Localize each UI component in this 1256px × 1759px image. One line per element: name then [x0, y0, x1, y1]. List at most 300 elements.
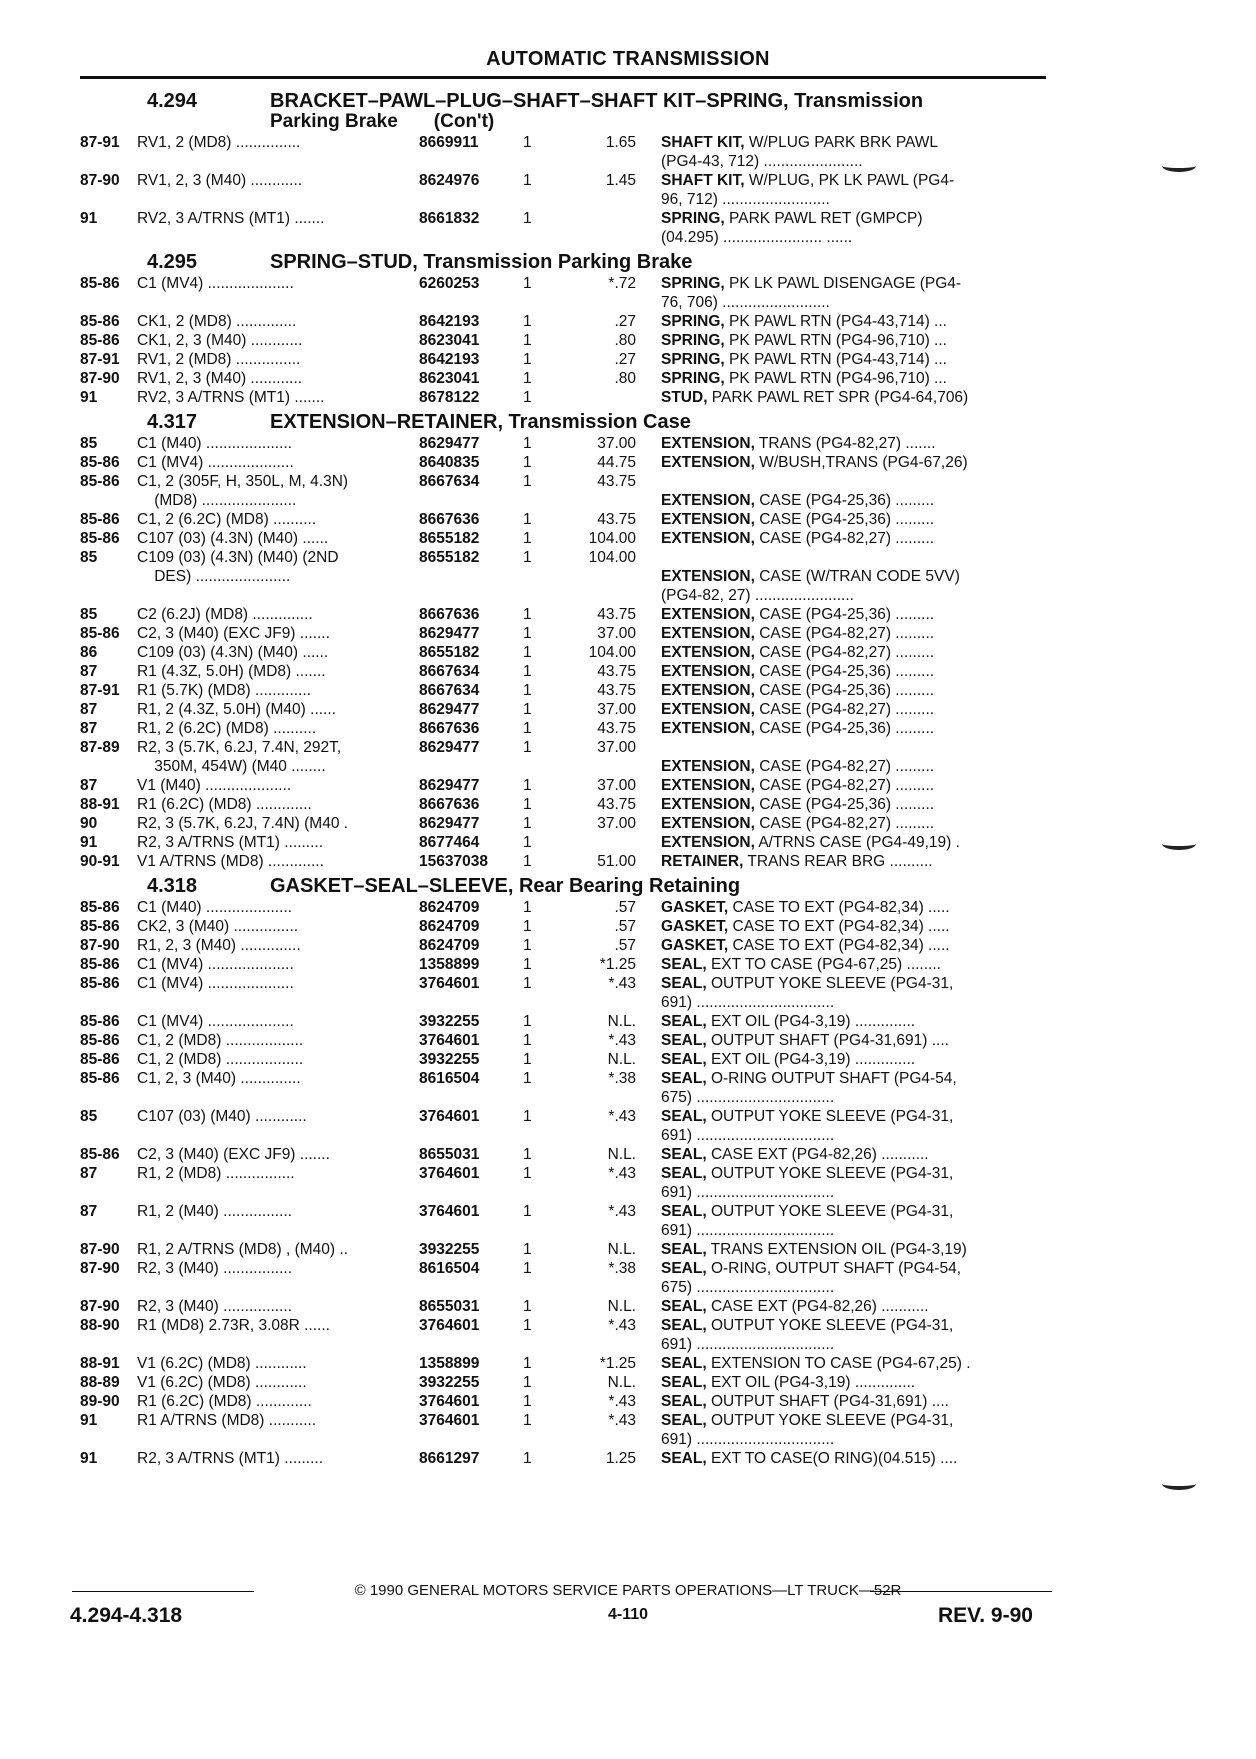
price: *.43 — [608, 1317, 636, 1334]
description-keyword: RETAINER, — [661, 853, 744, 870]
quantity: 1 — [523, 172, 532, 189]
model-years: 85 — [80, 606, 98, 623]
price: *.72 — [608, 275, 636, 292]
part-row — [80, 388, 1046, 407]
description — [661, 795, 1046, 814]
model-years: 91 — [80, 1450, 98, 1467]
application: R2, 3 A/TRNS (MT1) ......... — [137, 834, 324, 851]
quantity: 1 — [523, 313, 532, 330]
quantity: 1 — [523, 1032, 532, 1049]
part-row — [80, 738, 1046, 776]
part-number: 3932255 — [419, 1051, 480, 1068]
revision: REV. 9-90 — [938, 1604, 1033, 1627]
quantity: 1 — [523, 332, 532, 349]
part-number: 3764601 — [419, 1412, 480, 1429]
section-title: GASKET–SEAL–SLEEVE, Rear Bearing Retaining — [270, 875, 741, 897]
quantity: 1 — [523, 1203, 532, 1220]
price: N.L. — [607, 1298, 636, 1315]
part-number: 3764601 — [419, 975, 480, 992]
price: *.43 — [608, 1165, 636, 1182]
description-keyword: EXTENSION, — [661, 644, 755, 661]
description — [661, 350, 1046, 369]
quantity: 1 — [523, 351, 532, 368]
application: R2, 3 (5.7K, 6.2J, 7.4N) (M40 . — [137, 815, 349, 832]
part-number: 8623041 — [419, 332, 480, 349]
price: .27 — [614, 351, 636, 368]
description-keyword: SEAL, — [661, 1165, 707, 1182]
parts-section — [80, 411, 1046, 871]
parts-section — [80, 875, 1046, 1468]
part-number: 15637038 — [419, 853, 488, 870]
price: 104.00 — [588, 530, 636, 547]
title-rule — [80, 76, 1046, 79]
description-text: CASE TO EXT (PG4-82,34) ..... — [728, 937, 950, 954]
model-years: 87-90 — [80, 370, 120, 387]
model-years: 87-91 — [80, 351, 120, 368]
price: 104.00 — [588, 549, 636, 566]
part-row — [80, 1449, 1046, 1468]
description-text: CASE EXT (PG4-82,26) ........... — [706, 1146, 929, 1163]
part-row — [80, 974, 1046, 1012]
part-row — [80, 274, 1046, 312]
application: C1, 2 (6.2C) (MD8) .......... — [137, 511, 317, 528]
description-keyword: EXTENSION, — [661, 777, 755, 794]
part-number: 8629477 — [419, 625, 480, 642]
description-text: EXT OIL (PG4-3,19) .............. — [706, 1051, 916, 1068]
part-row — [80, 1411, 1046, 1449]
model-years: 90-91 — [80, 853, 120, 870]
description-keyword: SEAL, — [661, 1412, 707, 1429]
description-text: OUTPUT SHAFT (PG4-31,691) .... — [706, 1032, 949, 1049]
part-number: 8669911 — [419, 134, 479, 151]
part-number: 8629477 — [419, 435, 480, 452]
part-number: 8667634 — [419, 663, 480, 680]
description-keyword: STUD, — [661, 389, 708, 406]
quantity: 1 — [523, 625, 532, 642]
part-row — [80, 898, 1046, 917]
binder-mark — [1162, 160, 1196, 170]
model-years: 90 — [80, 815, 98, 832]
price: *.38 — [608, 1260, 636, 1277]
part-number: 8655182 — [419, 549, 480, 566]
model-years: 85 — [80, 1108, 98, 1125]
description-text: CASE EXT (PG4-82,26) ........... — [706, 1298, 929, 1315]
description — [661, 1354, 1046, 1373]
model-years: 88-91 — [80, 1355, 120, 1372]
description — [661, 1145, 1046, 1164]
part-row — [80, 350, 1046, 369]
section-number: 4.294 — [147, 90, 198, 112]
section-range: 4.294-4.318 — [70, 1604, 183, 1627]
model-years: 87-89 — [80, 739, 120, 756]
description-text: EXTENSION TO CASE (PG4-67,25) . — [706, 1355, 971, 1372]
quantity: 1 — [523, 389, 532, 406]
description-text: PK PAWL RTN (PG4-43,714) ... — [724, 313, 947, 330]
section-subtitle: Parking Brake — [270, 111, 398, 132]
part-number: 8667636 — [419, 606, 480, 623]
part-number: 8624709 — [419, 937, 480, 954]
application: V1 (6.2C) (MD8) ............ — [137, 1374, 307, 1391]
quantity: 1 — [523, 1298, 532, 1315]
description — [661, 898, 1046, 917]
description-text: W/PLUG, PK LK PAWL (PG4- 96, 712) ......................... — [661, 172, 955, 208]
description — [661, 529, 1046, 548]
part-row — [80, 510, 1046, 529]
part-row — [80, 1069, 1046, 1107]
description-text: CASE (PG4-25,36) ......... — [754, 682, 935, 699]
price: 1.25 — [605, 1450, 636, 1467]
description-text: PK PAWL RTN (PG4-96,710) ... — [724, 332, 947, 349]
part-row — [80, 133, 1046, 171]
application: R1 (6.2C) (MD8) ............. — [137, 1393, 312, 1410]
application: R1, 2 A/TRNS (MD8) , (M40) .. — [137, 1241, 349, 1258]
application: R1, 2 (M40) ................ — [137, 1203, 293, 1220]
description-keyword: SEAL, — [661, 1260, 707, 1277]
part-row — [80, 1316, 1046, 1354]
description-text: O-RING OUTPUT SHAFT (PG4-54, 675) ................................ — [661, 1070, 957, 1106]
description-text: W/BUSH,TRANS (PG4-67,26) — [754, 454, 968, 471]
application: V1 A/TRNS (MD8) ............. — [137, 853, 324, 870]
description — [661, 1012, 1046, 1031]
description-keyword: GASKET, — [661, 937, 729, 954]
description — [661, 171, 1046, 209]
description-keyword: SEAL, — [661, 1146, 707, 1163]
price: 51.00 — [597, 853, 636, 870]
price: *1.25 — [599, 956, 636, 973]
part-row — [80, 209, 1046, 247]
description-keyword: EXTENSION, — [661, 834, 755, 851]
part-row — [80, 369, 1046, 388]
price: 104.00 — [588, 644, 636, 661]
price: 43.75 — [597, 606, 636, 623]
section-title: BRACKET–PAWL–PLUG–SHAFT–SHAFT KIT–SPRING, Transmission — [270, 90, 924, 112]
quantity: 1 — [523, 1412, 532, 1429]
price: 43.75 — [597, 682, 636, 699]
description — [661, 662, 1046, 681]
description-keyword: SEAL, — [661, 1374, 707, 1391]
description — [661, 434, 1046, 453]
price: 43.75 — [597, 473, 636, 490]
price: 44.75 — [597, 454, 636, 471]
application: C1 (M40) .................... — [137, 899, 293, 916]
description-keyword: SEAL, — [661, 1317, 707, 1334]
application: RV1, 2 (MD8) ............... — [137, 134, 301, 151]
quantity: 1 — [523, 1108, 532, 1125]
part-row — [80, 917, 1046, 936]
quantity: 1 — [523, 1013, 532, 1030]
description-keyword: EXTENSION, — [661, 663, 755, 680]
application: C2, 3 (M40) (EXC JF9) ....... — [137, 625, 330, 642]
description — [661, 331, 1046, 350]
part-row — [80, 331, 1046, 350]
parts-section — [80, 251, 1046, 407]
description — [661, 274, 1046, 312]
quantity: 1 — [523, 511, 532, 528]
quantity: 1 — [523, 435, 532, 452]
description-text: CASE TO EXT (PG4-82,34) ..... — [728, 899, 950, 916]
model-years: 87 — [80, 663, 98, 680]
model-years: 87-90 — [80, 1298, 120, 1315]
price: *.43 — [608, 1108, 636, 1125]
application: R1 (MD8) 2.73R, 3.08R ...... — [137, 1317, 330, 1334]
part-row — [80, 814, 1046, 833]
description-text: EXT TO CASE(O RING)(04.515) .... — [706, 1450, 958, 1467]
part-row — [80, 852, 1046, 871]
part-number: 8616504 — [419, 1260, 480, 1277]
application: C2 (6.2J) (MD8) .............. — [137, 606, 313, 623]
price: 37.00 — [597, 625, 636, 642]
parts-listing — [80, 86, 1046, 1468]
description-keyword: SHAFT KIT, — [661, 134, 745, 151]
description-keyword: SEAL, — [661, 1241, 707, 1258]
application: R2, 3 (5.7K, 6.2J, 7.4N, 292T, 350M, 454W) (M40 ........ — [137, 739, 342, 775]
application: R1 (5.7K) (MD8) ............. — [137, 682, 311, 699]
binder-mark — [1162, 838, 1196, 848]
description — [661, 776, 1046, 795]
price: *.38 — [608, 1070, 636, 1087]
model-years: 91 — [80, 1412, 98, 1429]
description — [661, 369, 1046, 388]
part-number: 8655031 — [419, 1146, 480, 1163]
description-keyword: SEAL, — [661, 1108, 707, 1125]
quantity: 1 — [523, 834, 532, 851]
application: R2, 3 A/TRNS (MT1) ......... — [137, 1450, 324, 1467]
description-text: TRANS (PG4-82,27) ....... — [754, 435, 936, 452]
part-number: 8667634 — [419, 682, 480, 699]
part-row — [80, 776, 1046, 795]
price: 37.00 — [597, 777, 636, 794]
description-text: A/TRNS CASE (PG4-49,19) . — [754, 834, 960, 851]
quantity: 1 — [523, 796, 532, 813]
application: CK1, 2 (MD8) .............. — [137, 313, 297, 330]
application: RV1, 2 (MD8) ............... — [137, 351, 301, 368]
description — [661, 643, 1046, 662]
part-number: 3764601 — [419, 1393, 480, 1410]
description-text: W/PLUG PARK BRK PAWL (PG4-43, 712) ....................... — [661, 134, 939, 170]
description — [661, 388, 1046, 407]
description — [661, 1069, 1046, 1107]
part-number: 1358899 — [419, 956, 480, 973]
description-text: PK PAWL RTN (PG4-96,710) ... — [724, 370, 947, 387]
part-number: 8642193 — [419, 351, 480, 368]
part-number: 8677464 — [419, 834, 480, 851]
description-keyword: EXTENSION, — [661, 625, 755, 642]
price: 37.00 — [597, 435, 636, 452]
quantity: 1 — [523, 720, 532, 737]
description-text: CASE (PG4-25,36) ......... — [754, 511, 935, 528]
model-years: 89-90 — [80, 1393, 120, 1410]
price: *1.25 — [599, 1355, 636, 1372]
part-row — [80, 312, 1046, 331]
page-title: AUTOMATIC TRANSMISSION — [486, 48, 770, 70]
part-number: 8655182 — [419, 644, 480, 661]
application: RV2, 3 A/TRNS (MT1) ....... — [137, 389, 325, 406]
price: 37.00 — [597, 701, 636, 718]
description-text: CASE (PG4-82,27) ......... — [754, 625, 935, 642]
model-years: 87-90 — [80, 1241, 120, 1258]
description-keyword: EXTENSION, — [661, 530, 755, 547]
price: 37.00 — [597, 739, 636, 756]
part-number: 8629477 — [419, 777, 480, 794]
section-subtitle-line — [80, 112, 1046, 132]
model-years: 85-86 — [80, 1032, 120, 1049]
quantity: 1 — [523, 899, 532, 916]
quantity: 1 — [523, 370, 532, 387]
application: C109 (03) (4.3N) (M40) ...... — [137, 644, 329, 661]
quantity: 1 — [523, 1165, 532, 1182]
section-title: SPRING–STUD, Transmission Parking Brake — [270, 251, 693, 273]
part-row — [80, 700, 1046, 719]
part-number: 3932255 — [419, 1013, 480, 1030]
description — [661, 1164, 1046, 1202]
part-row — [80, 1202, 1046, 1240]
application: RV1, 2, 3 (M40) ............ — [137, 172, 303, 189]
description-keyword: SPRING, — [661, 210, 725, 227]
part-row — [80, 1259, 1046, 1297]
application: V1 (6.2C) (MD8) ............ — [137, 1355, 307, 1372]
description-keyword: SEAL, — [661, 956, 707, 973]
part-number: 3764601 — [419, 1032, 480, 1049]
description-keyword: EXTENSION, — [661, 606, 755, 623]
description — [661, 1392, 1046, 1411]
section-number: 4.295 — [147, 251, 198, 273]
price: .57 — [614, 937, 636, 954]
quantity: 1 — [523, 1241, 532, 1258]
part-row — [80, 548, 1046, 605]
price: 43.75 — [597, 511, 636, 528]
description-keyword: SHAFT KIT, — [661, 172, 745, 189]
application: RV1, 2, 3 (M40) ............ — [137, 370, 303, 387]
price: *.43 — [608, 1203, 636, 1220]
description-text: CASE (PG4-82,27) ......... — [754, 758, 935, 775]
quantity: 1 — [523, 210, 532, 227]
part-row — [80, 1392, 1046, 1411]
model-years: 87-91 — [80, 682, 120, 699]
description-keyword: SEAL, — [661, 1355, 707, 1372]
part-row — [80, 795, 1046, 814]
description-text: PARK PAWL RET (GMPCP) (04.295) ....................... ...... — [661, 210, 923, 246]
description-text: EXT OIL (PG4-3,19) .............. — [706, 1374, 916, 1391]
application: C1 (M40) .................... — [137, 435, 293, 452]
model-years: 87-90 — [80, 937, 120, 954]
quantity: 1 — [523, 473, 532, 490]
model-years: 85-86 — [80, 530, 120, 547]
description-text: OUTPUT YOKE SLEEVE (PG4-31, 691) ................................ — [661, 1203, 954, 1239]
description — [661, 833, 1046, 852]
model-years: 85-86 — [80, 899, 120, 916]
part-number: 3932255 — [419, 1374, 480, 1391]
part-number: 3932255 — [419, 1241, 480, 1258]
application: R1 A/TRNS (MD8) ........... — [137, 1412, 317, 1429]
description-text: CASE (PG4-82,27) ......... — [754, 644, 935, 661]
description-text: EXT TO CASE (PG4-67,25) ........ — [706, 956, 941, 973]
continued-label: (Con't) — [433, 111, 495, 132]
quantity: 1 — [523, 956, 532, 973]
part-number: 8655182 — [419, 530, 480, 547]
model-years: 91 — [80, 834, 98, 851]
model-years: 87 — [80, 777, 98, 794]
description-text: CASE (PG4-25,36) ......... — [754, 492, 935, 509]
part-row — [80, 681, 1046, 700]
description — [661, 719, 1046, 738]
part-number: 1358899 — [419, 1355, 480, 1372]
quantity: 1 — [523, 975, 532, 992]
description-keyword: EXTENSION, — [661, 682, 755, 699]
binder-mark — [1162, 1478, 1196, 1488]
model-years: 85-86 — [80, 313, 120, 330]
description-keyword: SEAL, — [661, 1298, 707, 1315]
description-text: CASE (PG4-82,27) ......... — [754, 530, 935, 547]
part-number: 8616504 — [419, 1070, 480, 1087]
model-years: 87 — [80, 720, 98, 737]
model-years: 85-86 — [80, 473, 120, 490]
part-row — [80, 1297, 1046, 1316]
section-number: 4.318 — [147, 875, 198, 897]
description-text: CASE (PG4-82,27) ......... — [754, 701, 935, 718]
part-row — [80, 529, 1046, 548]
part-row — [80, 1354, 1046, 1373]
application: R2, 3 (M40) ................ — [137, 1260, 293, 1277]
description-keyword: SPRING, — [661, 332, 725, 349]
quantity: 1 — [523, 937, 532, 954]
application: R1, 2, 3 (M40) .............. — [137, 937, 301, 954]
application: C1 (MV4) .................... — [137, 956, 294, 973]
application: R1 (6.2C) (MD8) ............. — [137, 796, 312, 813]
model-years: 87 — [80, 1203, 98, 1220]
description — [661, 814, 1046, 833]
description-keyword: SEAL, — [661, 975, 707, 992]
description-keyword: EXTENSION, — [661, 511, 755, 528]
model-years: 87 — [80, 701, 98, 718]
application: C1, 2, 3 (M40) .............. — [137, 1070, 301, 1087]
copyright: © 1990 GENERAL MOTORS SERVICE PARTS OPERATIONS—LT TRUCK—52R — [354, 1582, 902, 1599]
description — [661, 624, 1046, 643]
quantity: 1 — [523, 1374, 532, 1391]
application: RV2, 3 A/TRNS (MT1) ....... — [137, 210, 325, 227]
quantity: 1 — [523, 701, 532, 718]
price: .57 — [614, 918, 636, 935]
parts-section — [80, 90, 1046, 247]
part-number: 8629477 — [419, 739, 480, 756]
price: *.43 — [608, 1412, 636, 1429]
quantity: 1 — [523, 1317, 532, 1334]
model-years: 85 — [80, 435, 98, 452]
application: C107 (03) (4.3N) (M40) ...... — [137, 530, 329, 547]
quantity: 1 — [523, 853, 532, 870]
price: .27 — [614, 313, 636, 330]
description — [661, 605, 1046, 624]
description-text: OUTPUT YOKE SLEEVE (PG4-31, 691) ................................ — [661, 1412, 954, 1448]
description-keyword: GASKET, — [661, 918, 729, 935]
quantity: 1 — [523, 275, 532, 292]
model-years: 87-90 — [80, 1260, 120, 1277]
description — [661, 955, 1046, 974]
application: R1, 2 (6.2C) (MD8) .......... — [137, 720, 317, 737]
quantity: 1 — [523, 1355, 532, 1372]
description-keyword: SPRING, — [661, 275, 725, 292]
description — [661, 1050, 1046, 1069]
part-row — [80, 605, 1046, 624]
application: C1 (MV4) .................... — [137, 1013, 294, 1030]
quantity: 1 — [523, 454, 532, 471]
part-number: 8629477 — [419, 701, 480, 718]
application: C1, 2 (MD8) .................. — [137, 1051, 304, 1068]
part-row — [80, 1012, 1046, 1031]
price: N.L. — [607, 1051, 636, 1068]
description — [661, 700, 1046, 719]
model-years: 88-89 — [80, 1374, 120, 1391]
description-text: CASE (PG4-82,27) ......... — [754, 777, 935, 794]
